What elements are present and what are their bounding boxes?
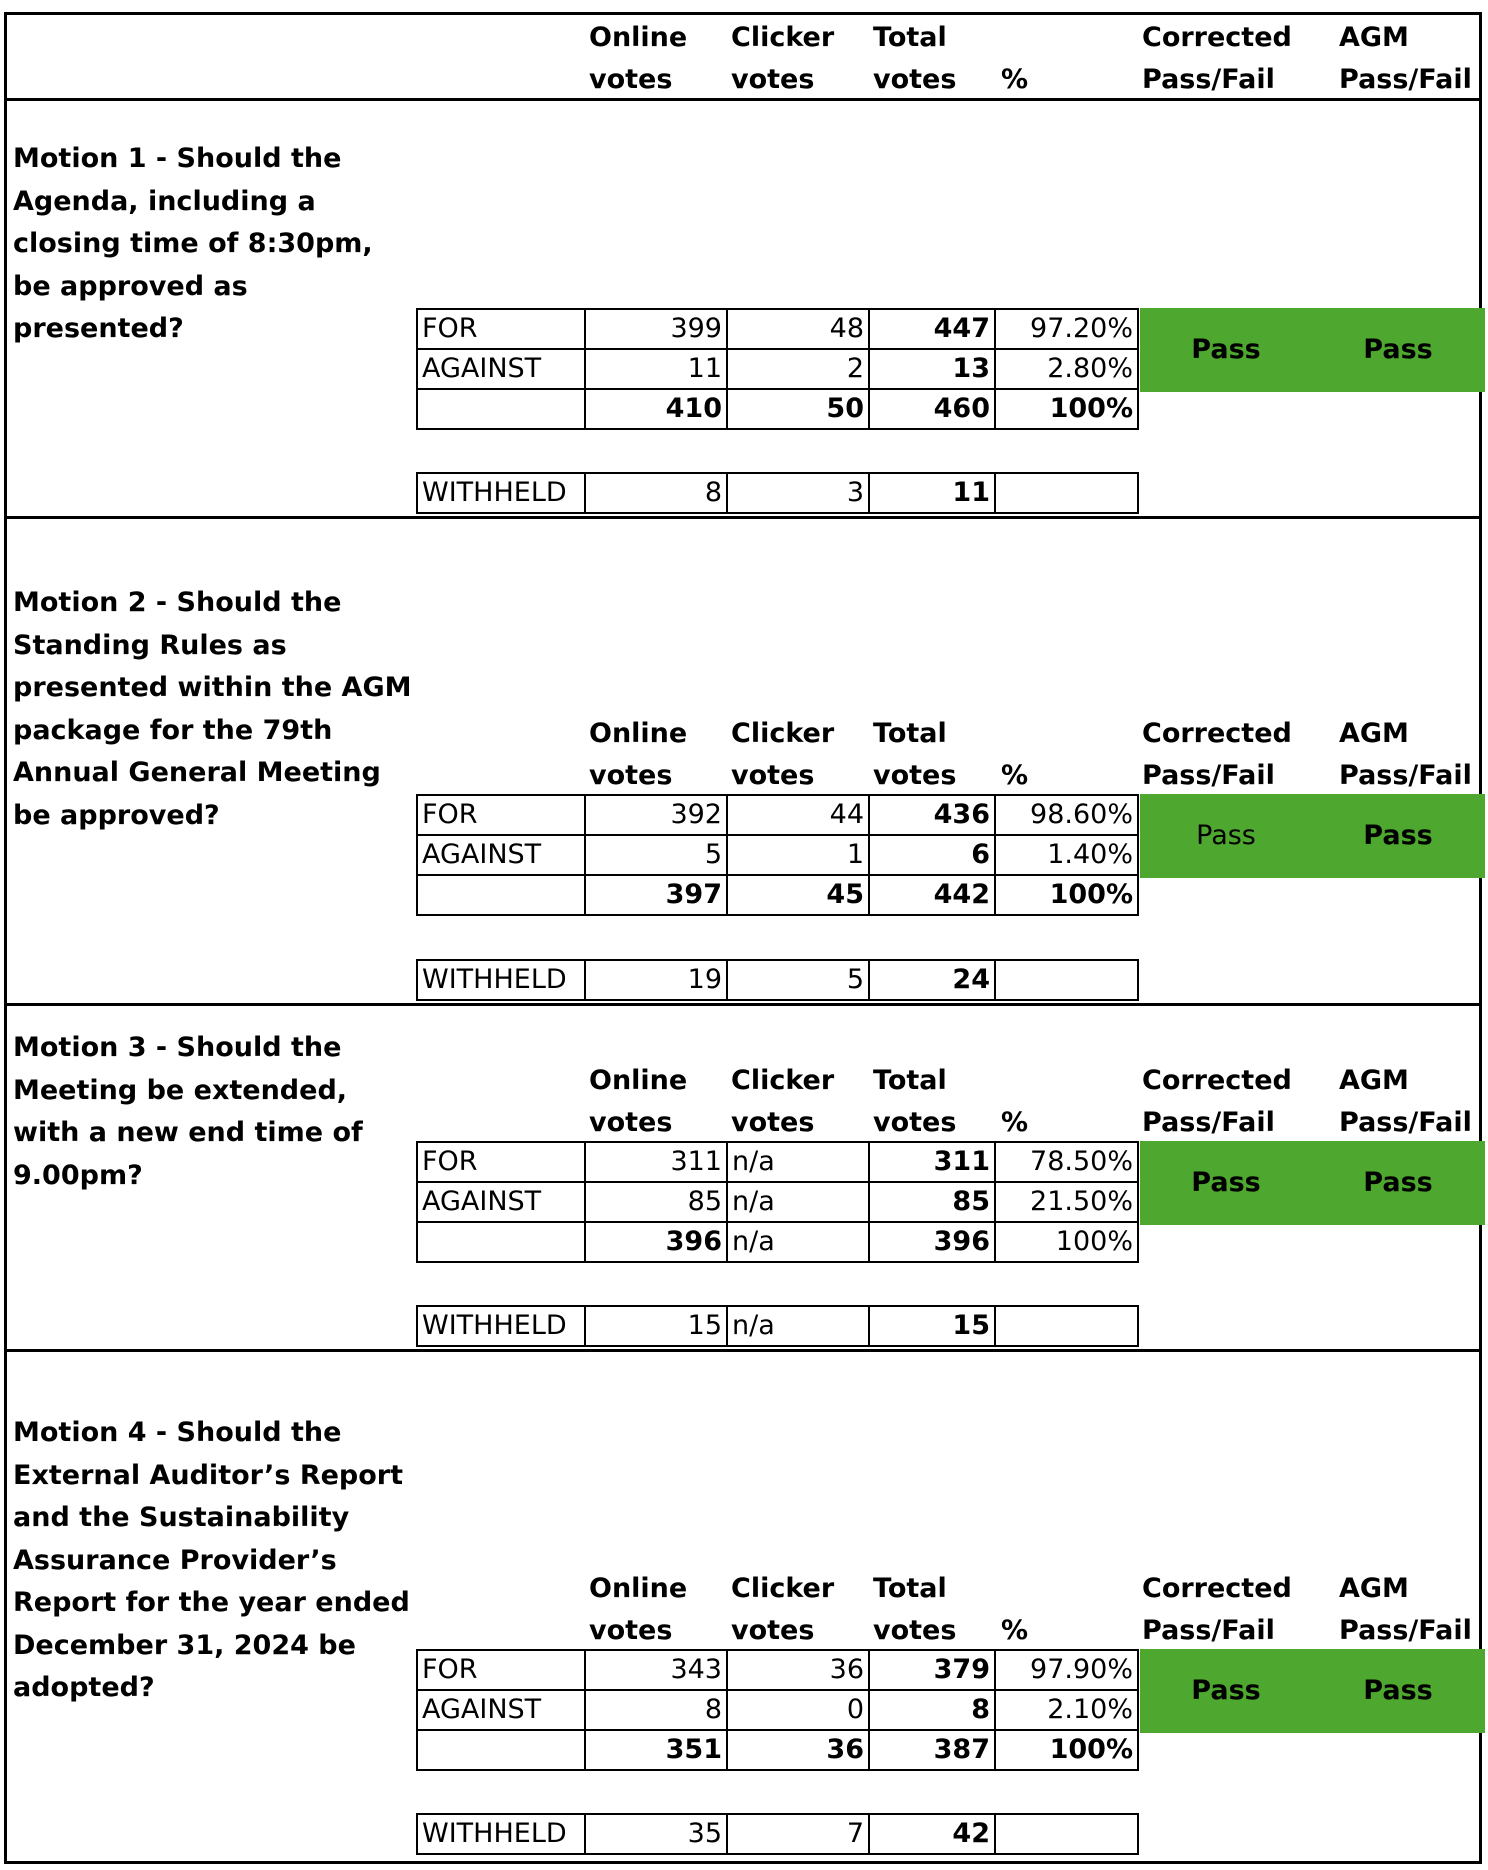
- agm-result: Pass: [1363, 1167, 1433, 1198]
- percent: [994, 959, 1139, 1001]
- header-agm: AGM Pass/Fail: [1339, 22, 1472, 95]
- clicker-votes: n/a: [726, 1181, 870, 1223]
- percent: 21.50%: [994, 1181, 1139, 1223]
- clicker-votes: 44: [726, 794, 870, 836]
- row-label: AGAINST: [416, 1181, 586, 1223]
- corrected-result: Pass: [1191, 1675, 1261, 1706]
- row-label: AGAINST: [416, 834, 586, 876]
- divider: [7, 516, 1479, 519]
- header-total: Total votes: [873, 22, 957, 95]
- header-clicker: Clicker votes: [731, 1573, 835, 1646]
- online-votes: 35: [584, 1813, 728, 1855]
- online-votes: 85: [584, 1181, 728, 1223]
- online-votes: 397: [584, 874, 728, 916]
- online-votes: 19: [584, 959, 728, 1001]
- total-votes: 13: [868, 348, 996, 390]
- clicker-votes: 36: [726, 1729, 870, 1771]
- header-percent: %: [1001, 1615, 1029, 1646]
- percent: [994, 1305, 1139, 1347]
- percent: [994, 1813, 1139, 1855]
- total-votes: 387: [868, 1729, 996, 1771]
- online-votes: 8: [584, 472, 728, 514]
- clicker-votes: 2: [726, 348, 870, 390]
- percent: 2.10%: [994, 1689, 1139, 1731]
- clicker-votes: n/a: [726, 1141, 870, 1183]
- clicker-votes: 5: [726, 959, 870, 1001]
- corrected-result: Pass: [1191, 1167, 1261, 1198]
- online-votes: 399: [584, 308, 728, 350]
- header-total: Total votes: [873, 1065, 957, 1138]
- clicker-votes: n/a: [726, 1305, 870, 1347]
- row-label: [416, 1729, 586, 1771]
- header-corrected: Corrected Pass/Fail: [1142, 718, 1292, 791]
- header-online: Online votes: [589, 718, 688, 791]
- online-votes: 396: [584, 1221, 728, 1263]
- motion-question: Motion 3 - Should the Meeting be extended, with a new end time of 9.00pm?: [13, 1032, 363, 1191]
- total-votes: 85: [868, 1181, 996, 1223]
- row-label: AGAINST: [416, 348, 586, 390]
- motion-question: Motion 4 - Should the External Auditor’s Report and the Sustainability Assurance Provider’s Report for the year ended December 31, 2024 be adopted?: [13, 1417, 410, 1703]
- online-votes: 5: [584, 834, 728, 876]
- percent: 100%: [994, 1729, 1139, 1771]
- percent: 97.20%: [994, 308, 1139, 350]
- percent: 2.80%: [994, 348, 1139, 390]
- total-votes: 15: [868, 1305, 996, 1347]
- online-votes: 311: [584, 1141, 728, 1183]
- total-votes: 11: [868, 472, 996, 514]
- total-votes: 436: [868, 794, 996, 836]
- percent: 78.50%: [994, 1141, 1139, 1183]
- clicker-votes: n/a: [726, 1221, 870, 1263]
- row-label: [416, 1221, 586, 1263]
- row-label: [416, 874, 586, 916]
- clicker-votes: 48: [726, 308, 870, 350]
- row-label: FOR: [416, 308, 586, 350]
- row-label: WITHHELD: [416, 1813, 586, 1855]
- row-label: AGAINST: [416, 1689, 586, 1731]
- percent: 97.90%: [994, 1649, 1139, 1691]
- clicker-votes: 36: [726, 1649, 870, 1691]
- header-corrected: Corrected Pass/Fail: [1142, 1573, 1292, 1646]
- total-votes: 442: [868, 874, 996, 916]
- vote-results-sheet: [4, 12, 1482, 1864]
- header-total: Total votes: [873, 1573, 957, 1646]
- total-votes: 460: [868, 388, 996, 430]
- row-label: FOR: [416, 794, 586, 836]
- corrected-result: Pass: [1191, 334, 1261, 365]
- row-label: FOR: [416, 1141, 586, 1183]
- header-agm: AGM Pass/Fail: [1339, 1573, 1472, 1646]
- pass-fail-band: [1140, 1649, 1485, 1733]
- header-clicker: Clicker votes: [731, 1065, 835, 1138]
- header-percent: %: [1001, 1107, 1029, 1138]
- pass-fail-band: [1140, 1141, 1485, 1225]
- row-label: WITHHELD: [416, 1305, 586, 1347]
- header-agm: AGM Pass/Fail: [1339, 718, 1472, 791]
- header-agm: AGM Pass/Fail: [1339, 1065, 1472, 1138]
- clicker-votes: 3: [726, 472, 870, 514]
- header-online: Online votes: [589, 22, 688, 95]
- motion-question: Motion 2 - Should the Standing Rules as presented within the AGM package for the 79th Annual General Meeting be approved?: [13, 587, 412, 831]
- clicker-votes: 7: [726, 1813, 870, 1855]
- clicker-votes: 45: [726, 874, 870, 916]
- online-votes: 410: [584, 388, 728, 430]
- total-votes: 6: [868, 834, 996, 876]
- corrected-result: Pass: [1196, 820, 1256, 851]
- percent: 100%: [994, 874, 1139, 916]
- clicker-votes: 1: [726, 834, 870, 876]
- online-votes: 343: [584, 1649, 728, 1691]
- pass-fail-band: [1140, 308, 1485, 392]
- total-votes: 24: [868, 959, 996, 1001]
- divider: [7, 98, 1479, 101]
- row-label: WITHHELD: [416, 959, 586, 1001]
- clicker-votes: 0: [726, 1689, 870, 1731]
- divider: [7, 1349, 1479, 1352]
- clicker-votes: 50: [726, 388, 870, 430]
- total-votes: 311: [868, 1141, 996, 1183]
- pass-fail-band: [1140, 794, 1485, 878]
- agm-result: Pass: [1363, 1675, 1433, 1706]
- online-votes: 15: [584, 1305, 728, 1347]
- online-votes: 8: [584, 1689, 728, 1731]
- percent: 1.40%: [994, 834, 1139, 876]
- total-votes: 396: [868, 1221, 996, 1263]
- motion-question: Motion 1 - Should the Agenda, including a closing time of 8:30pm, be approved as presented?: [13, 143, 373, 344]
- header-online: Online votes: [589, 1573, 688, 1646]
- agm-result: Pass: [1363, 334, 1433, 365]
- header-corrected: Corrected Pass/Fail: [1142, 22, 1292, 95]
- header-clicker: Clicker votes: [731, 718, 835, 791]
- agm-result: Pass: [1363, 820, 1433, 851]
- total-votes: 42: [868, 1813, 996, 1855]
- header-clicker: Clicker votes: [731, 22, 835, 95]
- online-votes: 392: [584, 794, 728, 836]
- header-percent: %: [1001, 760, 1029, 791]
- header-corrected: Corrected Pass/Fail: [1142, 1065, 1292, 1138]
- percent: 100%: [994, 388, 1139, 430]
- percent: [994, 472, 1139, 514]
- total-votes: 8: [868, 1689, 996, 1731]
- header-total: Total votes: [873, 718, 957, 791]
- row-label: [416, 388, 586, 430]
- total-votes: 379: [868, 1649, 996, 1691]
- row-label: FOR: [416, 1649, 586, 1691]
- header-online: Online votes: [589, 1065, 688, 1138]
- percent: 100%: [994, 1221, 1139, 1263]
- header-percent: %: [1001, 64, 1029, 95]
- online-votes: 351: [584, 1729, 728, 1771]
- row-label: WITHHELD: [416, 472, 586, 514]
- online-votes: 11: [584, 348, 728, 390]
- percent: 98.60%: [994, 794, 1139, 836]
- divider: [7, 1003, 1479, 1006]
- total-votes: 447: [868, 308, 996, 350]
